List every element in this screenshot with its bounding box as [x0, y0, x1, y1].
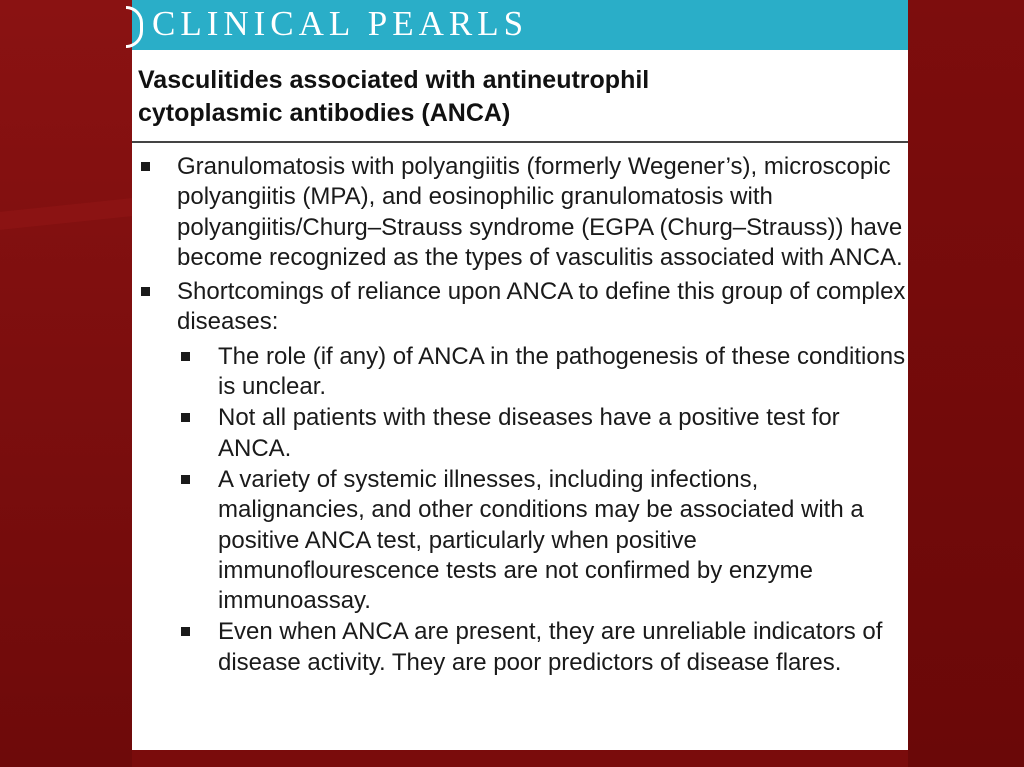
- sub-bullet-item: [132, 465, 908, 616]
- sub-bullet-item: [132, 403, 908, 464]
- box-title-line-1: Vasculitides associated with antineutrophil: [138, 66, 650, 94]
- bullet-text: Granulomatosis with polyangiitis (formerly Wegener’s), microscopic polyangiitis (MPA), and eosinophilic granulomatosis with polyangiitis/Churg–Strauss syndrome (EGPA (Churg–Strauss)) have become recognized as the types of vasculitis associated with ANCA.: [177, 153, 903, 271]
- box-title-line-2: cytoplasmic antibodies (ANCA): [138, 99, 511, 127]
- square-bullet-icon: [141, 287, 150, 296]
- square-bullet-icon: [181, 352, 190, 361]
- sub-bullet-item: [132, 617, 908, 678]
- header-title: CLINICAL PEARLS: [152, 4, 529, 43]
- sub-bullet-text: Even when ANCA are present, they are unreliable indicators of disease activity. They are poor predictors of disease flares.: [218, 618, 883, 676]
- slide-content-box: [132, 0, 908, 750]
- bullet-item-anca-vasculitides: [132, 152, 908, 273]
- bullet-text: Shortcomings of reliance upon ANCA to define this group of complex diseases:: [177, 278, 906, 336]
- square-bullet-icon: [181, 413, 190, 422]
- sub-bullet-item: [132, 342, 908, 403]
- clinical-pearls-header: [132, 0, 908, 50]
- bullet-item-shortcomings: [132, 277, 908, 338]
- background-left-panel: [0, 0, 132, 767]
- title-divider: [132, 141, 908, 143]
- sub-bullet-text: The role (if any) of ANCA in the pathogenesis of these conditions is unclear.: [218, 342, 906, 401]
- background-right-panel: [908, 0, 1024, 767]
- box-title: [138, 64, 898, 130]
- square-bullet-icon: [181, 475, 190, 484]
- square-bullet-icon: [181, 627, 190, 636]
- sub-bullet-text: Not all patients with these diseases have a positive test for ANCA.: [218, 404, 840, 462]
- sub-bullet-text: A variety of systemic illnesses, including infections, malignancies, and other conditions may be associated with a positive ANCA test, particularly when positive immunoflourescence tests are not confirmed by enzyme immunoassay.: [218, 465, 864, 615]
- header-curve-ornament: [126, 6, 143, 48]
- bullet-list: [132, 152, 908, 679]
- square-bullet-icon: [141, 162, 150, 171]
